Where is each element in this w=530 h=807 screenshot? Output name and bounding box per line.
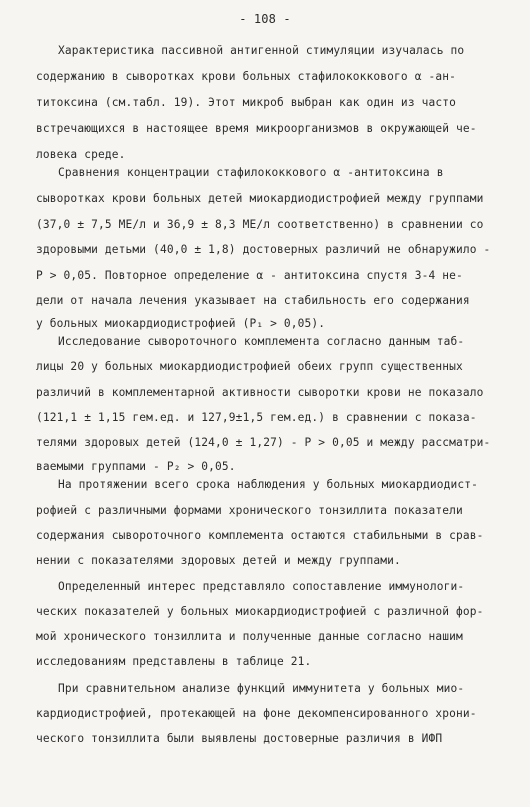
text-line: ловека среде.	[36, 148, 126, 161]
text-line: различий в комплементарной активности сыворотки крови не показало	[36, 386, 484, 399]
text-line: титоксина (см.табл. 19). Этот микроб выбран как один из часто	[36, 96, 457, 109]
text-line: здоровыми детьми (40,0 ± 1,8) достоверных различий не обнаружило -	[36, 243, 491, 256]
text-line: При сравнительном анализе функций иммунитета у больных мио-	[58, 682, 465, 695]
text-line: дели от начала лечения указывает на стабильность его содержания	[36, 294, 470, 307]
text-line: Исследование сывороточного комплемента согласно данным таб-	[58, 335, 465, 348]
page-number: - 108 -	[239, 12, 291, 26]
text-line: Сравнения концентрации стафилококкового α -антитоксина в	[58, 166, 444, 179]
text-line: ваемыми группами - P₂ > 0,05.	[36, 460, 236, 473]
text-line: рофией с различными формами хронического тонзиллита показатели	[36, 504, 463, 517]
text-line: кардиодистрофией, протекающей на фоне декомпенсированного хрони-	[36, 707, 477, 720]
text-line: содержанию в сыворотках крови больных стафилококкового α -ан-	[36, 70, 457, 83]
text-line: Определенный интерес представляло сопоставление иммунологи-	[58, 580, 465, 593]
text-line: содержания сывороточного комплемента остаются стабильными в срав-	[36, 529, 484, 542]
text-line: лицы 20 у больных миокардиодистрофией обеих групп существенных	[36, 360, 463, 373]
text-line: Характеристика пассивной антигенной стимуляции изучалась по	[58, 44, 465, 57]
text-line: сыворотках крови больных детей миокардиодистрофией между группами	[36, 192, 484, 205]
text-line: нении с показателями здоровых детей и между группами.	[36, 554, 401, 567]
text-line: На протяжении всего срока наблюдения у больных миокардиодист-	[58, 478, 479, 491]
text-line: у больных миокардиодистрофией (P₁ > 0,05).	[36, 317, 326, 330]
text-line: мой хронического тонзиллита и полученные данные согласно нашим	[36, 630, 463, 643]
text-line: ческого тонзиллита были выявлены достоверные различия в ИФП	[36, 732, 443, 745]
text-line: встречающихся в настоящее время микроорганизмов в окружающей че-	[36, 122, 477, 135]
text-line: исследованиям представлены в таблице 21.	[36, 655, 312, 668]
text-line: (37,0 ± 7,5 МЕ/л и 36,9 ± 8,3 МЕ/л соответственно) в сравнении со	[36, 218, 484, 231]
text-line: (121,1 ± 1,15 гем.ед. и 127,9±1,5 гем.ед.) в сравнении с показа-	[36, 411, 477, 424]
text-line: P > 0,05. Повторное определение α - антитоксина спустя 3-4 не-	[36, 269, 463, 282]
text-line: телями здоровых детей (124,0 ± 1,27) - P > 0,05 и между рассматри-	[36, 436, 491, 449]
text-line: ческих показателей у больных миокардиодистрофией с различной фор-	[36, 605, 484, 618]
